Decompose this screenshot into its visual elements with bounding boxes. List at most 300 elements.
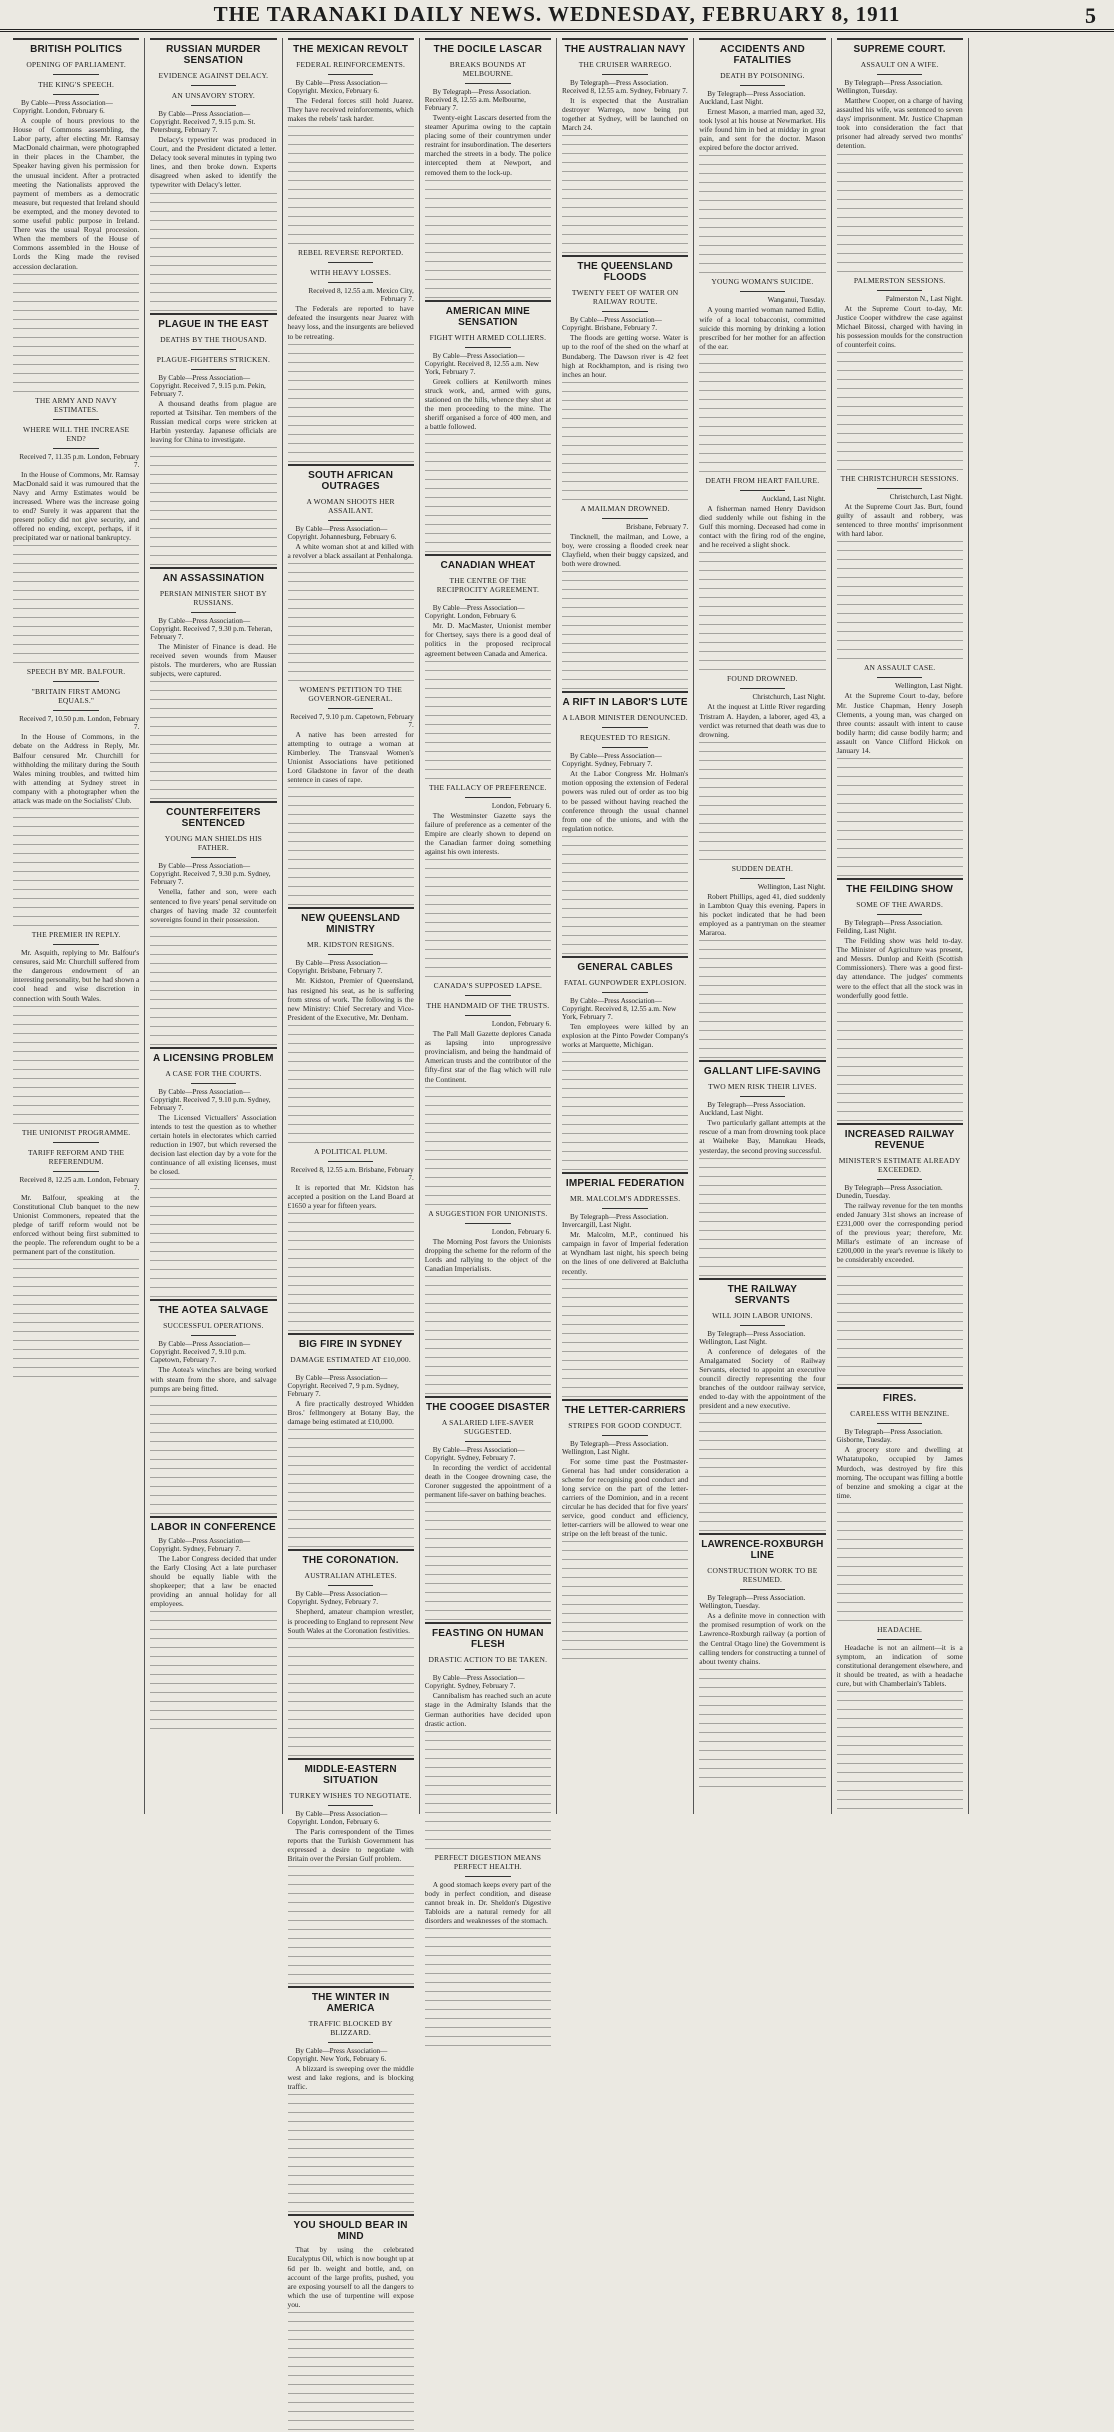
- article-subheading: TRAFFIC BLOCKED BY BLIZZARD.: [308, 2019, 393, 2038]
- article-headline: NEW QUEENSLAND MINISTRY: [288, 907, 414, 938]
- article-headline: THE MEXICAN REVOLT: [288, 38, 414, 58]
- article-headline: THE RAILWAY SERVANTS: [699, 1278, 825, 1309]
- article-body: The Morning Post favors the Unionists dropping the scheme for the reform of the Lords and rallying to the object of the Canadian Imperialists.: [424, 1236, 551, 1273]
- column-c1: [8, 38, 145, 1814]
- article-headline: THE AOTEA SALVAGE: [150, 1299, 276, 1319]
- article-body: Ernest Mason, a married man, aged 32, took lysol at his house at Newmarket. His wife found him in bed at midday in great pain, and sent for the doctor. Mason expired before the doctor arrived.: [699, 107, 826, 153]
- article-subheading: AUSTRALIAN ATHLETES.: [304, 1571, 397, 1581]
- article-dateline: Christchurch, Last Night.: [889, 493, 963, 502]
- article-dateline: Wellington, Last Night.: [895, 682, 963, 691]
- divider-rule: [191, 857, 236, 858]
- article-subheading: A WOMAN SHOOTS HER ASSAILANT.: [306, 496, 395, 515]
- article-body: In recording the verdict of accidental death in the Coogee drowning case, the Coroner suggested the appointment of a permanent life-saver on bathing beaches.: [424, 1463, 551, 1500]
- article: [837, 38, 963, 274]
- text-continuation: [150, 447, 276, 567]
- text-continuation: [699, 354, 825, 474]
- text-continuation: [562, 135, 688, 255]
- article-body: The floods are getting worse. Water is up to the roof of the shed on the wharf at Bundaberg. The Dawson river is 42 feet high at Rockhampton, and is rising two inches an hour.: [562, 333, 689, 379]
- article-body: At the Supreme Court Jas. Burt, found guilty of assault and robbery, was sentenced to three months' imprisonment with hard labor.: [836, 502, 963, 539]
- article-subheading: CANADA'S SUPPOSED LAPSE.: [433, 981, 543, 991]
- column-c2: [145, 38, 282, 1814]
- article: [288, 1549, 414, 1757]
- article-headline: LAWRENCE-ROXBURGH LINE: [699, 1533, 825, 1564]
- article-body: Matthew Cooper, on a charge of having assaulted his wife, was sentenced to seven days' imprisonment. Mr. Justice Chapman took into consideration the fact that prisoner had already served two months' detention.: [836, 96, 963, 151]
- article: [699, 474, 825, 672]
- text-continuation: [288, 563, 414, 683]
- column-c5: [557, 38, 694, 1814]
- article-dateline: Received 7, 9.10 p.m. Capetown, February 7.: [290, 712, 414, 729]
- divider-rule: [191, 612, 236, 613]
- article-body: Twenty-eight Lascars deserted from the steamer Apurima owing to the captain placing some of their countrymen under restraint for insubordination. The deserters marched the streets in a body. The police intercepted them at Newport, and removed them to the lock-up.: [424, 113, 551, 177]
- divider-rule: [191, 1335, 236, 1336]
- text-continuation: [150, 927, 276, 1047]
- masthead: [0, 0, 1114, 32]
- divider-rule: [877, 290, 922, 291]
- text-continuation: [699, 552, 825, 672]
- text-continuation: [699, 940, 825, 1060]
- article-body: The Federals are reported to have defeated the insurgents near Juarez with heavy loss, and the insurgents are believed to be retreating.: [287, 304, 414, 341]
- text-continuation: [699, 1158, 825, 1278]
- article: [425, 1622, 551, 1850]
- article-body: A fisherman named Henry Davidson died suddenly while out fishing in the Gulf this morning. Deceased had come in contact with the firing rod of the engine, and he received a slight shock.: [699, 503, 826, 550]
- text-continuation: [699, 1669, 825, 1789]
- article: [837, 878, 963, 1123]
- article-subheading: DRASTIC ACTION TO BE TAKEN.: [428, 1655, 548, 1665]
- article-body: At the Supreme Court to-day, before Mr. Justice Chapman, Henry Joseph Clements, a young man, was charged on three counts: assault with intent to cause bodily harm; did cause bodily harm; and assault on Vance Clifford Hickok on January 14.: [836, 691, 963, 755]
- article-body: Tincknell, the mailman, and Lowe, a boy, were crossing a flooded creek near Clayfield, when their buggy capsized, and both were drowned.: [562, 531, 689, 569]
- text-continuation: [425, 1928, 551, 2048]
- text-continuation: [425, 180, 551, 300]
- article-dateline: Received 7, 10.50 p.m. London, February 7.: [19, 715, 140, 732]
- divider-rule: [465, 599, 510, 600]
- article-body: For some time past the Postmaster-General has had under consideration a scheme for recognising good conduct and long service on the part of the letter-carriers of the Dominion, and in a recent circular he has decided that for five years' service, good conduct and efficiency, letter-carriers will be allowed to wear one stripe on the left breast of the tunic.: [562, 1456, 689, 1539]
- article-headline: GALLANT LIFE-SAVING: [699, 1060, 825, 1080]
- article: [13, 1126, 139, 1380]
- article-body: It is expected that the Australian destroyer Warrego, now being put together at Sydney, will be launched on March 24.: [562, 96, 689, 133]
- article-subheading: WILL JOIN LABOR UNIONS.: [712, 1310, 813, 1320]
- article-subheading: SUCCESSFUL OPERATIONS.: [163, 1321, 264, 1331]
- text-continuation: [150, 193, 276, 313]
- text-continuation: [562, 836, 688, 956]
- article: [562, 1399, 688, 1662]
- text-continuation: [837, 541, 963, 661]
- text-continuation: [288, 1213, 414, 1333]
- article-subheading: EVIDENCE AGAINST DELACY.: [158, 71, 269, 80]
- article-body: The railway revenue for the ten months ended January 31st shows an increase of £231,000 over the corresponding period of the previous year; therefore, Mr. Millar's estimate of an increase of £200,000 in the year's revenue is likely to be considerably exceeded.: [836, 1200, 963, 1265]
- divider-rule: [740, 1325, 785, 1326]
- article-byline: By Telegraph—Press Association. Wellington, Last Night.: [562, 1439, 669, 1456]
- text-continuation: [837, 352, 963, 472]
- article-subheading: A SUGGESTION FOR UNIONISTS.: [428, 1208, 548, 1218]
- article-headline: INCREASED RAILWAY REVENUE: [837, 1123, 963, 1154]
- article: [150, 567, 276, 801]
- article: [13, 665, 139, 928]
- article-dateline: London, February 6.: [491, 1227, 551, 1236]
- article-subheading: DEATH FROM HEART FAILURE.: [705, 475, 820, 485]
- article-dateline: Brisbane, February 7.: [625, 522, 689, 531]
- article-body: The Westminster Gazette says the failure of preference as a cementer of the Empire are clearly shown to depend on the Canadian farmer doing something against his own interests.: [424, 810, 551, 856]
- article-subheading: THE CRUISER WARREGO.: [578, 60, 672, 69]
- article-headline: LABOR IN CONFERENCE: [150, 1516, 276, 1536]
- article: [837, 1623, 963, 1811]
- article-subheading: OPENING OF PARLIAMENT.: [26, 60, 126, 69]
- column-c4: [420, 38, 557, 1926]
- article: [150, 1047, 276, 1300]
- article-headline: THE QUEENSLAND FLOODS: [562, 255, 688, 286]
- article: [562, 1172, 688, 1398]
- article: [699, 672, 825, 861]
- article-subheading: ASSAULT ON A WIFE.: [860, 60, 939, 69]
- article-byline: By Cable—Press Association—Copyright. Received 7, 9.10 p.m. Sydney, February 7.: [150, 1087, 271, 1112]
- article-subheading: FOUND DROWNED.: [727, 674, 798, 684]
- article-byline: By Telegraph—Press Association. Dunedin, Tuesday.: [836, 1183, 943, 1200]
- article-byline: By Cable—Press Association—Copyright. Sydney, February 7.: [424, 1446, 525, 1462]
- article-body: The Pall Mall Gazette deplores Canada as lapsing into unprogressive provincialism, and being the handmaid of American trusts and the contributor of the fifty-first star of the flag which will rule the Continent.: [424, 1029, 551, 1084]
- divider-rule: [465, 1223, 510, 1224]
- article-byline: By Cable—Press Association—Copyright. London, February 6.: [287, 1809, 388, 1826]
- article-headline: ACCIDENTS AND FATALITIES: [699, 38, 825, 69]
- article: [425, 1396, 551, 1622]
- text-continuation: [425, 1502, 551, 1622]
- article: [425, 38, 551, 300]
- article-headline: RUSSIAN MURDER SENSATION: [150, 38, 276, 69]
- article-subheading: TARIFF REFORM AND THE REFERENDUM.: [28, 1147, 125, 1166]
- article-subheading: A CASE FOR THE COURTS.: [165, 1068, 262, 1078]
- article-body: The Labor Congress decided that under the Early Closing Act a late purchaser should be equally liable with the shopkeeper; that a law be enacted providing an annual holiday for all employees.: [150, 1553, 277, 1609]
- article: [150, 1516, 276, 1732]
- article: [425, 1207, 551, 1396]
- article-body: Shepherd, amateur champion wrestler, is proceeding to England to represent New South Wales at the Coronation festivities.: [287, 1607, 414, 1635]
- column-c6: [694, 38, 831, 1814]
- article-body: A white woman shot at and killed with a revolver a black assailant at Penhalonga.: [287, 541, 414, 560]
- text-continuation: [288, 1638, 414, 1758]
- page-number: 5: [1085, 3, 1096, 28]
- article: [837, 472, 963, 661]
- article-byline: By Cable—Press Association—Copyright. Received 7, 9.30 p.m. Teheran, February 7.: [150, 617, 273, 642]
- divider-rule: [53, 1142, 98, 1143]
- article-dateline: Christchurch, Last Night.: [752, 693, 826, 702]
- divider-rule: [740, 1589, 785, 1590]
- text-continuation: [837, 1691, 963, 1811]
- divider-rule: [53, 944, 98, 945]
- article-subheading: THE HANDMAID OF THE TRUSTS.: [426, 1001, 550, 1011]
- article: [288, 1145, 414, 1333]
- article-byline: By Cable—Press Association—Copyright. Sydney, February 7.: [150, 1536, 251, 1553]
- article-headline: COUNTERFEITERS SENTENCED: [150, 801, 276, 832]
- text-continuation: [425, 661, 551, 781]
- text-continuation: [150, 1396, 276, 1516]
- article-subheading: AN ASSAULT CASE.: [863, 663, 936, 673]
- divider-rule: [465, 347, 510, 348]
- article-byline: By Cable—Press Association—Copyright. New York, February 6.: [287, 2047, 388, 2064]
- article-body: Two particularly gallant attempts at the rescue of a man from drowning took place at Waiheke Bay, Manukau Heads, yesterday, the second proving successful.: [699, 1118, 826, 1155]
- article-body: Headache is not an ailment—it is a symptom, an indication of some constitutional derangement elsewhere, and it should be treated, as with a headache cure, but with Chamberlain's Tablets.: [836, 1642, 963, 1689]
- article-byline: By Telegraph—Press Association. Gisborne, Tuesday.: [836, 1428, 943, 1445]
- article-headline: FIRES.: [837, 1387, 963, 1407]
- text-continuation: [288, 2094, 414, 2214]
- article-body: Mr. Balfour, speaking at the Constitutional Club banquet to the new Unionist Commoners, repeated that the pledge of tariff reform would not be enforced without being first submitted to the people. The referendum ought to be a permanent part of the constitution.: [13, 1192, 140, 1257]
- article-body: The Licensed Victuallers' Association intends to test the question as to whether certain hotels in electorates which carried reduction in 1907, but which reversed the decision last election day by a vote for the continuance of all existing licenses, must be closed.: [150, 1112, 277, 1177]
- article-subheading: TWO MEN RISK THEIR LIVES.: [708, 1082, 817, 1092]
- article-headline: FEASTING ON HUMAN FLESH: [425, 1622, 551, 1653]
- article-subheading: MR. KIDSTON RESIGNS.: [307, 940, 395, 950]
- divider-rule: [602, 1435, 647, 1436]
- text-continuation: [288, 2312, 414, 2432]
- article-byline: By Cable—Press Association—Copyright. London, February 6.: [424, 604, 525, 621]
- article-byline: By Cable—Press Association—Copyright. Brisbane, February 7.: [287, 959, 388, 976]
- article-byline: By Cable—Press Association—Copyright. Received 8, 12.55 a.m. New York, February 7.: [424, 351, 539, 376]
- article: [288, 1986, 414, 2214]
- article-byline: By Telegraph—Press Association. Auckland, Last Night.: [699, 90, 806, 106]
- article-headline: CANADIAN WHEAT: [425, 554, 551, 574]
- article: [288, 2214, 414, 2432]
- text-continuation: [425, 434, 551, 554]
- article-dateline: Wanganui, Tuesday.: [767, 296, 826, 305]
- article-byline: By Telegraph—Press Association. Invercargill, Last Night.: [562, 1213, 669, 1230]
- divider-rule: [877, 74, 922, 75]
- article-body: As a definite move in connection with the promised resumption of work on the Lawrence-Roxburgh railway (a portion of the Central Otago line) the Government is calling tenders for constructing a tunnel of about twenty chains.: [699, 1611, 826, 1666]
- divider-rule: [465, 995, 510, 996]
- article-subheading: THE PREMIER IN REPLY.: [31, 930, 121, 940]
- divider-rule: [465, 797, 510, 798]
- article-byline: By Telegraph—Press Association. Received 8, 12.55 a.m. Melbourne, February 7.: [424, 88, 531, 112]
- article-dateline: Wellington, Last Night.: [757, 882, 826, 891]
- article-body: Greek colliers at Kenilworth mines struck work, and, armed with guns, stationed on the hills, whence they shot at the men proceeding to the mine. The sheriff organised a force of 400 men, and a battle followed.: [424, 376, 551, 432]
- article-byline: By Cable—Press Association—Copyright. Received 8, 12.55 a.m. New York, February 7.: [562, 996, 677, 1021]
- text-continuation: [562, 571, 688, 691]
- article-subheading: YOUNG MAN SHIELDS HIS FATHER.: [164, 834, 263, 853]
- article-subheading: WOMEN'S PETITION TO THE GOVERNOR-GENERAL.: [299, 684, 403, 703]
- article-subheading: AN UNSAVORY STORY.: [171, 91, 255, 100]
- article-body: A conference of delegates of the Amalgamated Society of Railway Servants, elected to appoint an executive council directly representing the four branches of the outdoor railway service, ended to-day with the appointment of the president and a new executive.: [699, 1346, 826, 1411]
- article-byline: By Cable—Press Association—Copyright. Received 7, 9.30 p.m. Sydney, February 7.: [150, 862, 271, 887]
- divider-rule: [602, 1208, 647, 1209]
- article: [288, 1333, 414, 1549]
- article-subheading: DAMAGE ESTIMATED AT £10,000.: [290, 1355, 411, 1365]
- article-headline: BIG FIRE IN SYDNEY: [288, 1333, 414, 1353]
- article: [425, 781, 551, 979]
- divider-rule: [328, 282, 373, 283]
- article-subheading: THE UNIONIST PROGRAMME.: [21, 1127, 131, 1137]
- article: [150, 801, 276, 1046]
- article-headline: THE WINTER IN AMERICA: [288, 1986, 414, 2017]
- divider-rule: [877, 914, 922, 915]
- article-byline: By Cable—Press Association—Copyright. Sydney, February 7.: [562, 752, 662, 769]
- divider-rule: [740, 878, 785, 879]
- text-continuation: [13, 545, 139, 665]
- article: [699, 1060, 825, 1277]
- article-headline: MIDDLE-EASTERN SITUATION: [288, 1758, 414, 1789]
- article: [562, 956, 688, 1172]
- column-c3: [283, 38, 420, 2309]
- text-continuation: [13, 808, 139, 928]
- article-body: The Federal forces still hold Juarez. They have received reinforcements, which makes the rebels' task harder.: [287, 96, 414, 124]
- divider-rule: [328, 954, 373, 955]
- divider-rule: [740, 490, 785, 491]
- text-continuation: [837, 154, 963, 274]
- divider-rule: [602, 74, 647, 75]
- text-continuation: [288, 787, 414, 907]
- divider-rule: [53, 1171, 98, 1172]
- column-margin: [969, 38, 1106, 1814]
- article-subheading: STRIPES FOR GOOD CONDUCT.: [568, 1420, 682, 1430]
- article: [150, 313, 276, 567]
- text-continuation: [288, 344, 414, 464]
- article-subheading: THE KING'S SPEECH.: [38, 80, 115, 89]
- article: [837, 1387, 963, 1623]
- divider-rule: [53, 710, 98, 711]
- article-byline: By Cable—Press Association—Copyright. Received 7, 9.15 p.m. St. Petersburg, February 7.: [150, 110, 256, 134]
- article-subheading: WHERE WILL THE INCREASE END?: [22, 424, 130, 443]
- divider-rule: [328, 708, 373, 709]
- article-subheading: DEATH BY POISONING.: [720, 71, 805, 80]
- divider-rule: [740, 85, 785, 86]
- article-subheading: FATAL GUNPOWDER EXPLOSION.: [563, 977, 687, 987]
- text-continuation: [837, 758, 963, 878]
- text-continuation: [288, 126, 414, 246]
- article-body: Cannibalism has reached such an acute stage in the Admiralty Islands that the German authorities have decided upon drastic action.: [424, 1691, 551, 1728]
- article-subheading: PALMERSTON SESSIONS.: [853, 275, 946, 285]
- article-body: A good stomach keeps every part of the body in perfect condition, and disease cannot break in. Dr. Sheldon's Digestive Tabloids are a natural remedy for all disorders and weaknesses of the stomach.: [424, 1879, 551, 1926]
- article-subheading: REQUESTED TO RESIGN.: [580, 733, 671, 743]
- article: [288, 464, 414, 683]
- article-body: The Aotea's winches are being worked with steam from the shore, and salvage pumps are being fitted.: [150, 1365, 277, 1393]
- divider-rule: [465, 1876, 510, 1877]
- article-byline: By Cable—Press Association—Copyright. Johannesburg, February 6.: [287, 524, 397, 541]
- divider-rule: [328, 1805, 373, 1806]
- text-continuation: [562, 1052, 688, 1172]
- article-subheading: FIGHT WITH ARMED COLLIERS.: [429, 332, 547, 342]
- text-continuation: [562, 1541, 688, 1661]
- divider-rule: [328, 1585, 373, 1586]
- divider-rule: [602, 992, 647, 993]
- article-headline: THE LETTER-CARRIERS: [562, 1399, 688, 1419]
- text-continuation: [562, 1279, 688, 1399]
- article-subheading: REBEL REVERSE REPORTED.: [297, 248, 404, 258]
- text-continuation: [699, 742, 825, 862]
- article-byline: By Cable—Press Association—Copyright. Sydney, February 7.: [424, 1674, 525, 1691]
- article-body: A grocery store and dwelling at Whatatupoko, occupied by James Murdoch, was destroyed by fire this morning. The occupant was filling a bottle of benzine and smoking a cigar at the time.: [836, 1445, 963, 1500]
- article-byline: By Cable—Press Association—Copyright. London, February 6.: [13, 99, 113, 115]
- article-subheading: BREAKS BOUNDS AT MELBOURNE.: [449, 60, 526, 78]
- article-dateline: Received 8, 12.55 a.m. Mexico City, February 7.: [308, 287, 414, 304]
- article-body: Mr. Malcolm, M.P., continued his campaign in favor of Imperial federation at Wyndham last night, his speech being on the lines of one delivered at Balclutha recently.: [562, 1230, 689, 1276]
- article: [562, 691, 688, 956]
- divider-rule: [465, 1669, 510, 1670]
- text-continuation: [288, 1866, 414, 1986]
- article-headline: SOUTH AFRICAN OUTRAGES: [288, 464, 414, 495]
- article-byline: By Telegraph—Press Association. Wellington, Tuesday.: [836, 79, 943, 95]
- article: [13, 394, 139, 666]
- article: [288, 907, 414, 1144]
- article-dateline: Received 7, 11.35 p.m. London, February 7.: [19, 452, 140, 469]
- article-byline: By Cable—Press Association—Copyright. Received 7, 9 p.m. Sydney, February 7.: [287, 1374, 399, 1399]
- article-subheading: A SALARIED LIFE-SAVER SUGGESTED.: [441, 1418, 534, 1436]
- text-continuation: [288, 1429, 414, 1549]
- article-body: In the House of Commons, Mr. Ramsay MacDonald said it was rumoured that the Navy and Army Estimates would be increased. Where was the increase going to end? Surely it was apparent that the present policy did not give security, and offered no ending, except, perhaps, if it precipitated war or national bankruptcy.: [13, 469, 140, 543]
- article-body: A thousand deaths from plague are reported at Tsitsihar. Ten members of the Russian medical corps were stricken at Harbin yesterday. Japanese officials are leaving for China to investigate.: [150, 398, 277, 444]
- divider-rule: [877, 1179, 922, 1180]
- article-headline: A RIFT IN LABOR'S LUTE: [562, 691, 688, 711]
- divider-rule: [191, 85, 236, 86]
- article-dateline: Auckland, Last Night.: [761, 494, 826, 503]
- article: [288, 38, 414, 246]
- article-headline: YOU SHOULD BEAR IN MIND: [288, 2214, 414, 2245]
- article-subheading: THE FALLACY OF PREFERENCE.: [429, 782, 547, 792]
- article: [425, 554, 551, 780]
- article-body: A young married woman named Edlin, wife of a local tobacconist, committed suicide this morning by drinking a lotion prescribed for her mother for an affection of the ear.: [699, 305, 826, 351]
- article-body: Mr. Asquith, replying to Mr. Balfour's censures, said Mr. Churchill suffered from the dangerous endowment of an interesting personality, but he had shown a cool head and wise discretion in connection with South Wales.: [13, 948, 140, 1003]
- article-byline: By Telegraph—Press Association. Received 8, 12.55 a.m. Sydney, February 7.: [562, 79, 688, 95]
- article: [699, 862, 825, 1060]
- divider-rule: [53, 419, 98, 420]
- text-continuation: [13, 1006, 139, 1126]
- article-subheading: CONSTRUCTION WORK TO BE RESUMED.: [707, 1566, 818, 1585]
- text-continuation: [13, 1259, 139, 1379]
- article-byline: By Telegraph—Press Association. Wellington, Last Night.: [699, 1329, 806, 1346]
- article: [837, 1123, 963, 1388]
- divider-rule: [328, 1369, 373, 1370]
- divider-rule: [602, 311, 647, 312]
- article-byline: By Cable—Press Association—Copyright. Mexico, February 6.: [287, 79, 388, 95]
- article-subheading: HEADACHE.: [877, 1624, 923, 1634]
- divider-rule: [191, 369, 236, 370]
- article: [699, 1278, 825, 1534]
- divider-rule: [877, 1639, 922, 1640]
- divider-rule: [191, 105, 236, 106]
- article-byline: By Telegraph—Press Association. Wellington, Tuesday.: [699, 1594, 806, 1611]
- article-subheading: "BRITAIN FIRST AMONG EQUALS.": [31, 687, 121, 706]
- article-headline: SUPREME COURT.: [837, 38, 963, 58]
- article-headline: THE COOGEE DISASTER: [425, 1396, 551, 1416]
- article-headline: THE CORONATION.: [288, 1549, 414, 1569]
- article-body: A couple of hours previous to the House of Commons assembling, the Labor party, after electing Mr. Ramsay MacDonald chairman, were photographed in their places in the Chamber, the Speaker having given his permission for the unusual incident. After a protracted meeting the Nationalists approved the payment of members as a democratic measure, but requested that Ireland should be exempted, and the money devoted to some useful public purpose in Ireland. There was the usual Royal procession. When the members of the House of Commons assembled in the House of Lords the King made the revised accession declaration.: [13, 116, 140, 271]
- text-continuation: [425, 1731, 551, 1851]
- article-headline: GENERAL CABLES: [562, 956, 688, 976]
- article-subheading: YOUNG WOMAN'S SUICIDE.: [711, 277, 814, 287]
- article-body: The Minister of Finance is dead. He received seven wounds from Mauser pistols. The murderers, who are Russian subjects, were captured.: [150, 642, 277, 679]
- article: [13, 928, 139, 1126]
- article-columns: [8, 38, 1106, 2309]
- article-body: Mr. D. MacMaster, Unionist member for Chertsey, says there is a good deal of politics in the proposed reciprocal agreement between Canada and America.: [424, 621, 551, 658]
- column-c7: [832, 38, 969, 1814]
- text-continuation: [837, 1003, 963, 1123]
- article: [425, 979, 551, 1207]
- article: [837, 274, 963, 472]
- text-continuation: [425, 859, 551, 979]
- text-continuation: [699, 1413, 825, 1533]
- text-continuation: [837, 1267, 963, 1387]
- article: [425, 300, 551, 555]
- divider-rule: [53, 94, 98, 95]
- text-continuation: [150, 1179, 276, 1299]
- article-dateline: Palmerston N., Last Night.: [885, 294, 963, 303]
- article-headline: THE FEILDING SHOW: [837, 878, 963, 898]
- article-dateline: London, February 6.: [491, 1020, 551, 1029]
- article-subheading: THE CENTRE OF THE RECIPROCITY AGREEMENT.: [436, 576, 540, 595]
- article-headline: THE AUSTRALIAN NAVY: [562, 38, 688, 58]
- article-body: At the Supreme Court to-day, Mr. Justice Cooper withdrew the case against Michael Bitossi, charged with having in his possession moulds for the construction of counterfeit coins.: [836, 303, 963, 349]
- article-byline: By Cable—Press Association—Copyright. Received 7, 9.15 p.m. Pekin, February 7.: [150, 373, 266, 398]
- article-body: At the inquest at Little River regarding Tristram A. Hayden, a laborer, aged 43, a verdict was returned that death was due to drowning.: [699, 702, 826, 739]
- divider-rule: [328, 74, 373, 75]
- article-subheading: TURKEY WISHES TO NEGOTIATE.: [289, 1790, 412, 1800]
- divider-rule: [53, 448, 98, 449]
- article-byline: By Cable—Press Association—Copyright. Brisbane, February 7.: [562, 316, 662, 333]
- article-dateline: Received 8, 12.55 a.m. Brisbane, February 7.: [290, 1165, 414, 1182]
- article-subheading: THE CHRISTCHURCH SESSIONS.: [840, 474, 959, 484]
- divider-rule: [328, 262, 373, 263]
